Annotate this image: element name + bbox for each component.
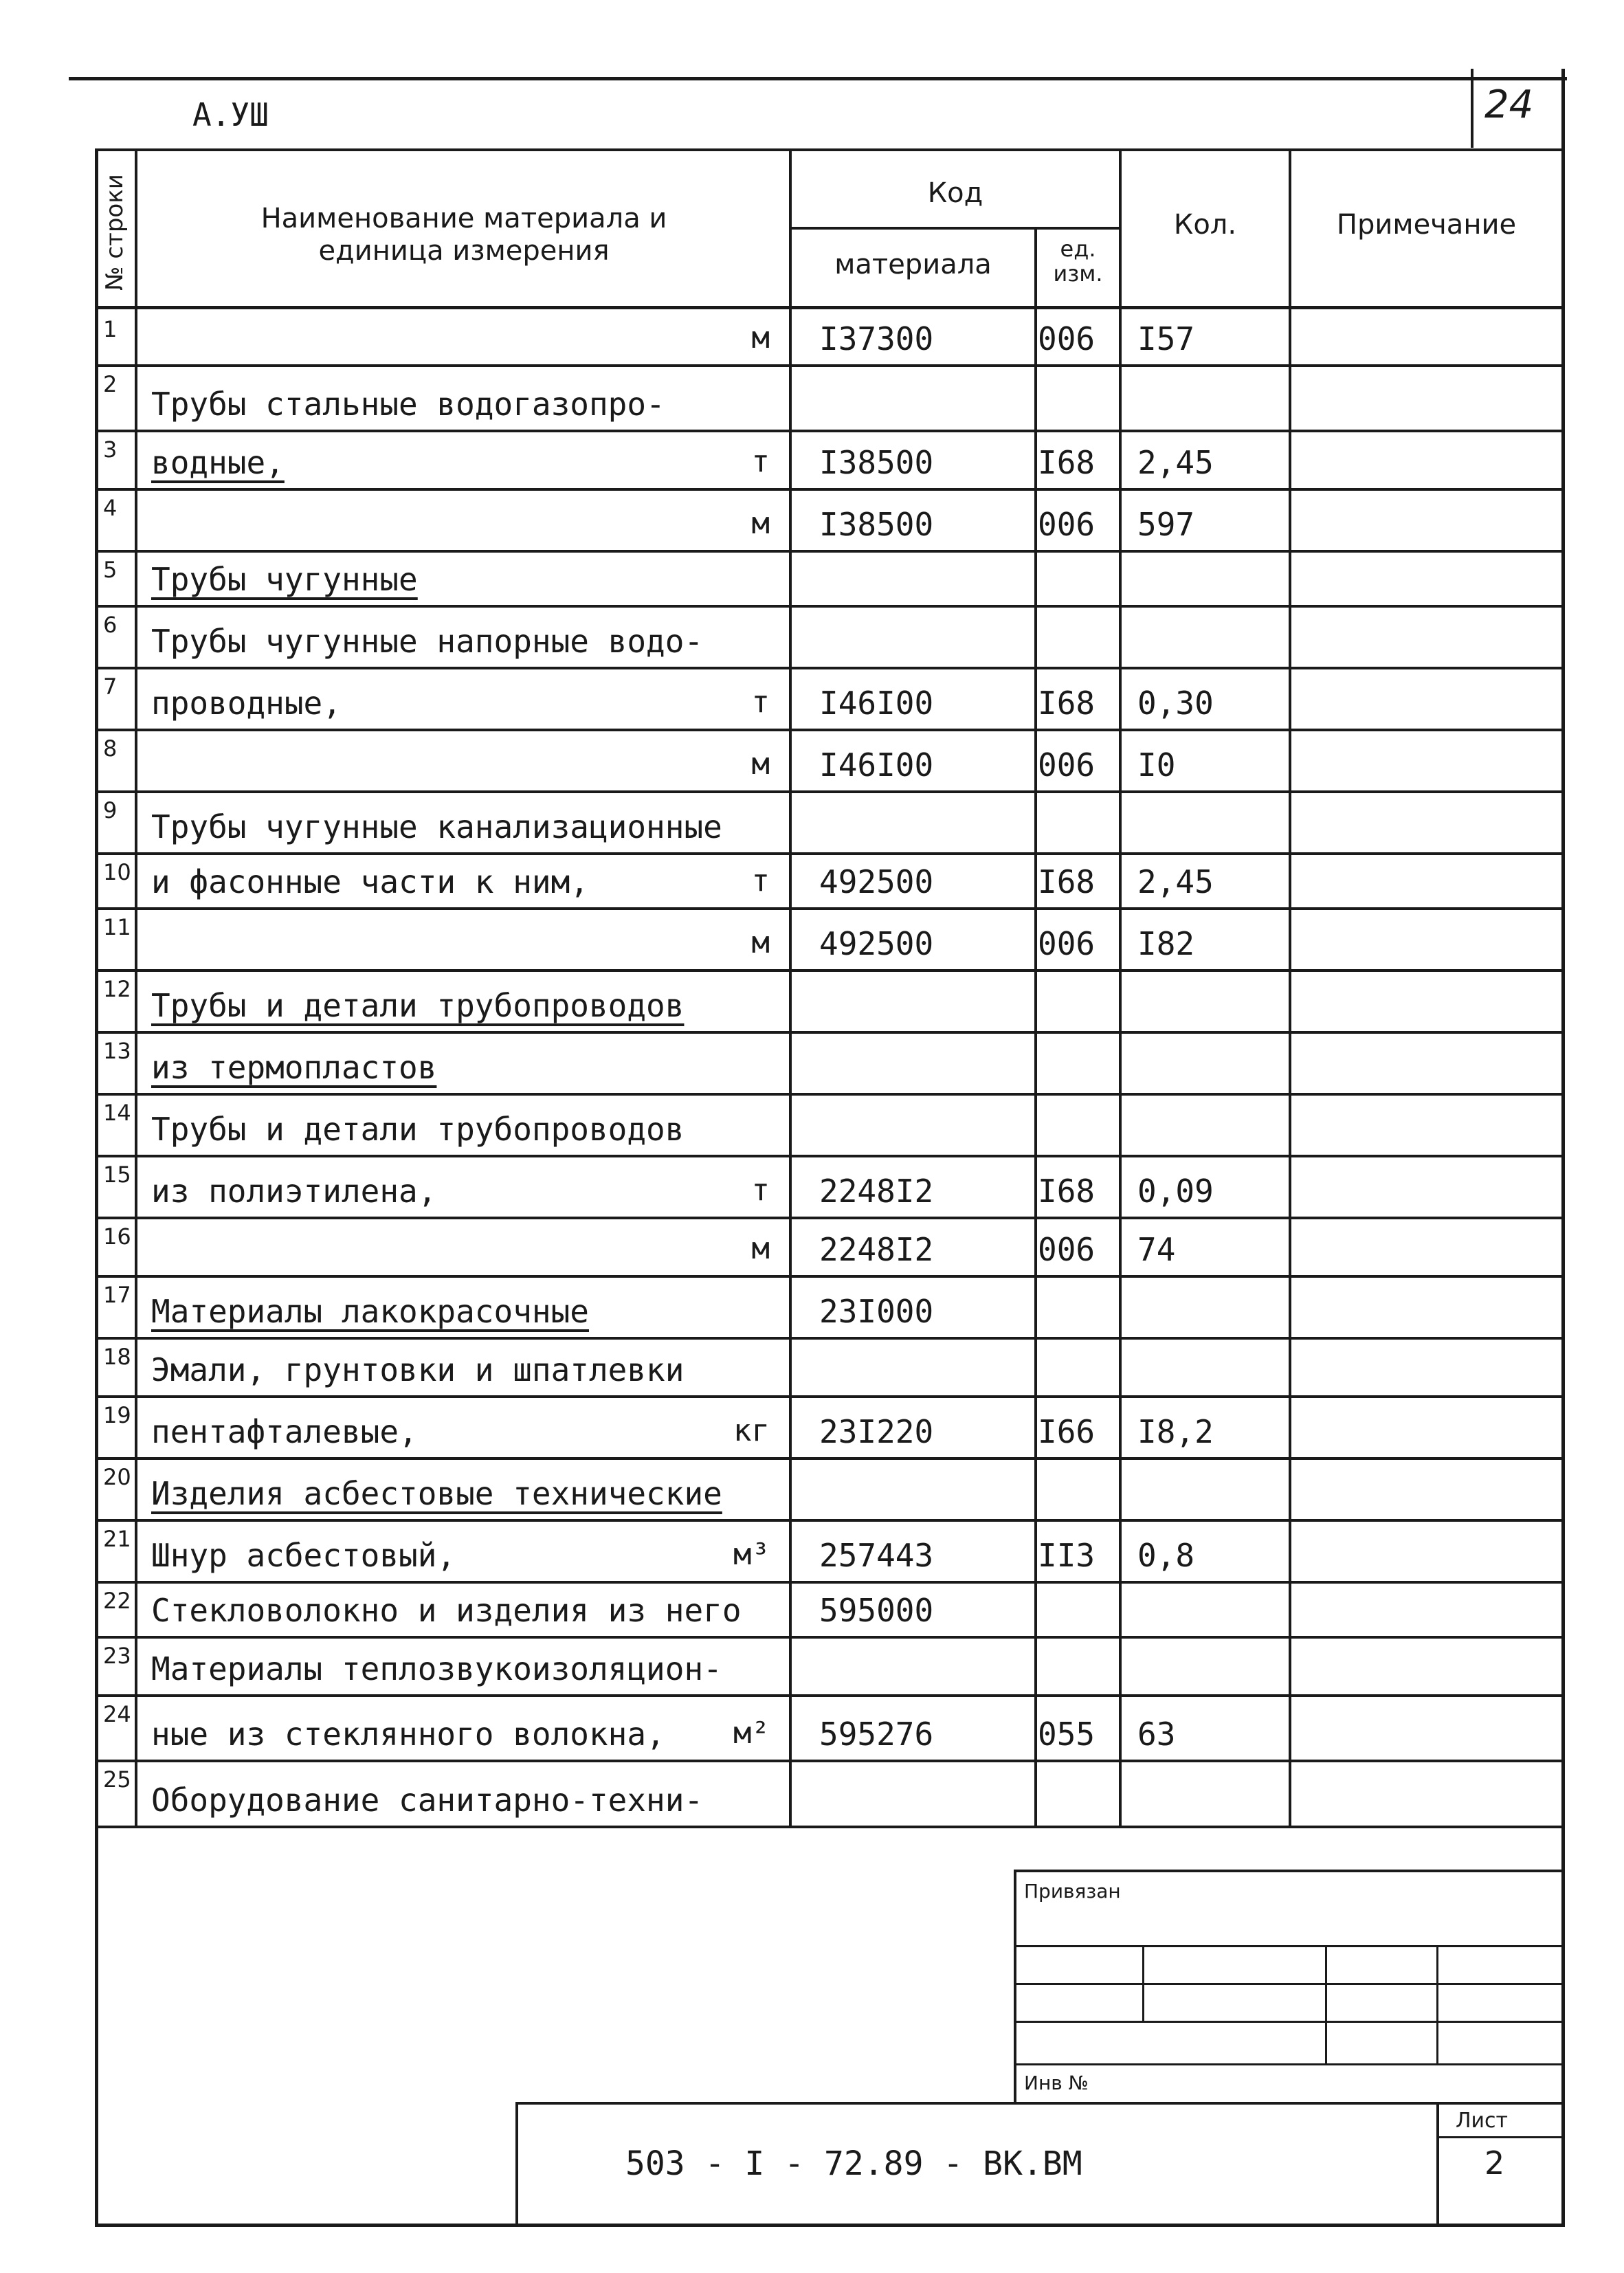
frame-left-line	[95, 151, 98, 2227]
stamp-left-line	[1014, 1870, 1016, 2103]
quantity: I8,2	[1137, 1413, 1214, 1450]
name-header-line2: единица измерения	[318, 235, 610, 267]
quantity: I57	[1137, 320, 1195, 357]
note-header: Примечание	[1336, 209, 1517, 241]
row-separator-line	[95, 1519, 1564, 1522]
col-divider-note	[1289, 148, 1291, 1826]
top-border-line	[69, 77, 1567, 80]
unit-code: I66	[1038, 1413, 1095, 1450]
row-number: 23	[103, 1643, 131, 1669]
row-separator-line	[95, 790, 1564, 793]
stamp-outer-top	[1014, 1870, 1564, 1872]
row-separator-line	[95, 364, 1564, 367]
row-separator-line	[95, 1826, 1564, 1828]
row-number: 1	[103, 316, 118, 342]
material-name: проводные,	[151, 685, 342, 722]
frame-bottom-line	[95, 2224, 1564, 2227]
page-corner-number: 24	[1484, 82, 1534, 127]
code-subheader-line	[789, 227, 1120, 230]
quantity-header: Кол.	[1173, 209, 1237, 241]
unit-of-measure: кг	[733, 1413, 770, 1448]
row-number: 6	[103, 612, 118, 638]
quantity: I82	[1137, 925, 1195, 962]
unit-code: 006	[1038, 1231, 1095, 1268]
page-number-box-left	[1471, 69, 1473, 148]
material-code: 23I220	[819, 1413, 934, 1450]
material-name: Стекловолокно и изделия из него	[151, 1592, 742, 1629]
unit-code: 006	[1038, 925, 1095, 962]
row-separator-line	[95, 852, 1564, 855]
material-code: 23I000	[819, 1293, 934, 1330]
material-code: 2248I2	[819, 1231, 934, 1268]
material-name: Шнур асбестовый,	[151, 1537, 456, 1574]
material-code-header: материала	[834, 249, 992, 280]
row-number: 10	[103, 859, 131, 885]
row-separator-line	[95, 907, 1564, 910]
unit-code: 006	[1038, 506, 1095, 543]
row-separator-line	[95, 1155, 1564, 1157]
row-number: 22	[103, 1588, 131, 1614]
quantity: 0,09	[1137, 1173, 1214, 1210]
unit-code-header-line2: изм.	[1053, 260, 1103, 287]
unit-of-measure: т	[751, 863, 770, 898]
material-name: водные,	[151, 444, 285, 481]
material-code: 595276	[819, 1716, 934, 1753]
unit-of-measure: м	[751, 506, 770, 541]
material-name: Эмали, грунтовки и шпатлевки	[151, 1351, 685, 1388]
row-separator-line	[95, 1694, 1564, 1697]
row-separator-line	[95, 1636, 1564, 1639]
row-number: 3	[103, 436, 118, 463]
material-name: из полиэтилена,	[151, 1173, 437, 1210]
col-divider-qty	[1119, 148, 1122, 1826]
header-top-line	[95, 148, 1564, 151]
stamp-grid-line-2	[1014, 1983, 1564, 1985]
row-separator-line	[95, 430, 1564, 432]
quantity: 597	[1137, 506, 1195, 543]
unit-code: 006	[1038, 320, 1095, 357]
material-name: Оборудование санитарно-техни-	[151, 1782, 704, 1819]
row-separator-line	[95, 550, 1564, 553]
unit-of-measure: т	[751, 444, 770, 479]
unit-of-measure: м	[751, 1231, 770, 1266]
material-code: 257443	[819, 1537, 934, 1574]
material-name: Изделия асбестовые технические	[151, 1475, 722, 1512]
material-name: и фасонные части к ним,	[151, 863, 589, 900]
quantity: 2,45	[1137, 863, 1214, 900]
row-number: 20	[103, 1464, 131, 1490]
row-separator-line	[95, 1337, 1564, 1340]
row-separator-line	[95, 1581, 1564, 1584]
unit-code-header-line1: ед.	[1060, 236, 1096, 262]
row-separator-line	[95, 1217, 1564, 1219]
unit-of-measure: м²	[733, 1716, 770, 1751]
row-separator-line	[95, 1457, 1564, 1460]
unit-of-measure: м³	[733, 1537, 770, 1572]
row-separator-line	[95, 1275, 1564, 1278]
row-number: 25	[103, 1766, 131, 1793]
material-name: Материалы теплозвукоизоляцион-	[151, 1650, 722, 1687]
material-name: ные из стеклянного волокна,	[151, 1716, 665, 1753]
row-number: 11	[103, 914, 131, 940]
title-block-left	[515, 2102, 518, 2226]
row-number: 12	[103, 976, 131, 1002]
material-code: I38500	[819, 444, 934, 481]
quantity: 74	[1137, 1231, 1176, 1268]
row-number: 15	[103, 1162, 131, 1188]
row-separator-line	[95, 667, 1564, 669]
row-separator-line	[95, 1395, 1564, 1398]
material-name: Трубы и детали трубопроводов	[151, 987, 685, 1024]
unit-of-measure: м	[751, 746, 770, 781]
row-separator-line	[95, 1031, 1564, 1034]
material-name: Трубы чугунные канализационные	[151, 808, 722, 845]
unit-code: II3	[1038, 1537, 1095, 1574]
row-separator-line	[95, 1760, 1564, 1762]
material-code: 492500	[819, 925, 934, 962]
quantity: 0,30	[1137, 685, 1214, 722]
unit-code: I68	[1038, 444, 1095, 481]
row-number: 13	[103, 1038, 131, 1064]
frame-right-line	[1561, 69, 1565, 2227]
material-name: Трубы чугунные напорные водо-	[151, 623, 704, 660]
unit-of-measure: м	[751, 320, 770, 355]
material-code: 2248I2	[819, 1173, 934, 1210]
col-divider-name	[789, 148, 792, 1826]
quantity: 63	[1137, 1716, 1176, 1753]
row-number: 21	[103, 1526, 131, 1552]
row-separator-line	[95, 729, 1564, 731]
stamp-vert-2	[1325, 1945, 1327, 2063]
row-number: 17	[103, 1282, 131, 1308]
row-separator-line	[95, 969, 1564, 972]
unit-of-measure: м	[751, 925, 770, 960]
list-box-divider	[1436, 2136, 1564, 2138]
material-name: Трубы и детали трубопроводов	[151, 1111, 685, 1148]
quantity: I0	[1137, 746, 1176, 784]
code-header: Код	[927, 177, 983, 209]
row-number: 2	[103, 371, 118, 397]
quantity: 0,8	[1137, 1537, 1195, 1574]
material-code: I37300	[819, 320, 934, 357]
sheet-series: А.УШ	[192, 96, 269, 133]
inventory-number-label: Инв №	[1024, 2072, 1089, 2094]
row-separator-line	[95, 605, 1564, 608]
row-number: 7	[103, 674, 118, 700]
row-number: 5	[103, 557, 118, 583]
row-number-header: № строки	[101, 174, 129, 291]
row-number: 16	[103, 1223, 131, 1250]
material-code: 595000	[819, 1592, 934, 1629]
row-number: 8	[103, 735, 118, 762]
bound-label: Привязан	[1024, 1880, 1121, 1903]
list-label: Лист	[1456, 2109, 1509, 2133]
list-number: 2	[1484, 2144, 1505, 2182]
row-separator-line	[95, 1093, 1564, 1096]
unit-of-measure: т	[751, 685, 770, 720]
row-number: 18	[103, 1344, 131, 1370]
header-bottom-line	[95, 306, 1564, 309]
material-name: Материалы лакокрасочные	[151, 1293, 589, 1330]
material-code: I46I00	[819, 746, 934, 784]
row-number: 19	[103, 1402, 131, 1428]
list-box-left	[1436, 2102, 1439, 2226]
row-number: 24	[103, 1701, 131, 1727]
stamp-grid-line-1	[1014, 1945, 1564, 1947]
stamp-grid-line-3	[1014, 2021, 1564, 2023]
row-number: 9	[103, 797, 118, 823]
stamp-vert-3	[1436, 1945, 1438, 2063]
material-name: Трубы стальные водогазопро-	[151, 386, 665, 423]
unit-code: I68	[1038, 685, 1095, 722]
name-header-line1: Наименование материала и	[260, 203, 667, 234]
row-number: 4	[103, 495, 118, 521]
stamp-grid-line-4	[1014, 2063, 1564, 2065]
material-name: Трубы чугунные	[151, 561, 418, 598]
unit-code: 006	[1038, 746, 1095, 784]
unit-code: 055	[1038, 1716, 1095, 1753]
unit-code: I68	[1038, 863, 1095, 900]
title-block-top	[515, 2102, 1564, 2105]
document-code: 503 - I - 72.89 - ВК.ВМ	[625, 2144, 1082, 2183]
stamp-vert-1	[1142, 1945, 1144, 2022]
material-code: I38500	[819, 506, 934, 543]
col-divider-unitcode	[1034, 227, 1037, 1826]
row-number: 14	[103, 1100, 131, 1126]
material-code: I46I00	[819, 685, 934, 722]
col-divider-rownum	[135, 148, 137, 1826]
row-separator-line	[95, 488, 1564, 491]
material-name: из термопластов	[151, 1049, 437, 1086]
material-name: пентафталевые,	[151, 1413, 418, 1450]
material-code: 492500	[819, 863, 934, 900]
unit-of-measure: т	[751, 1173, 770, 1208]
quantity: 2,45	[1137, 444, 1214, 481]
unit-code: I68	[1038, 1173, 1095, 1210]
